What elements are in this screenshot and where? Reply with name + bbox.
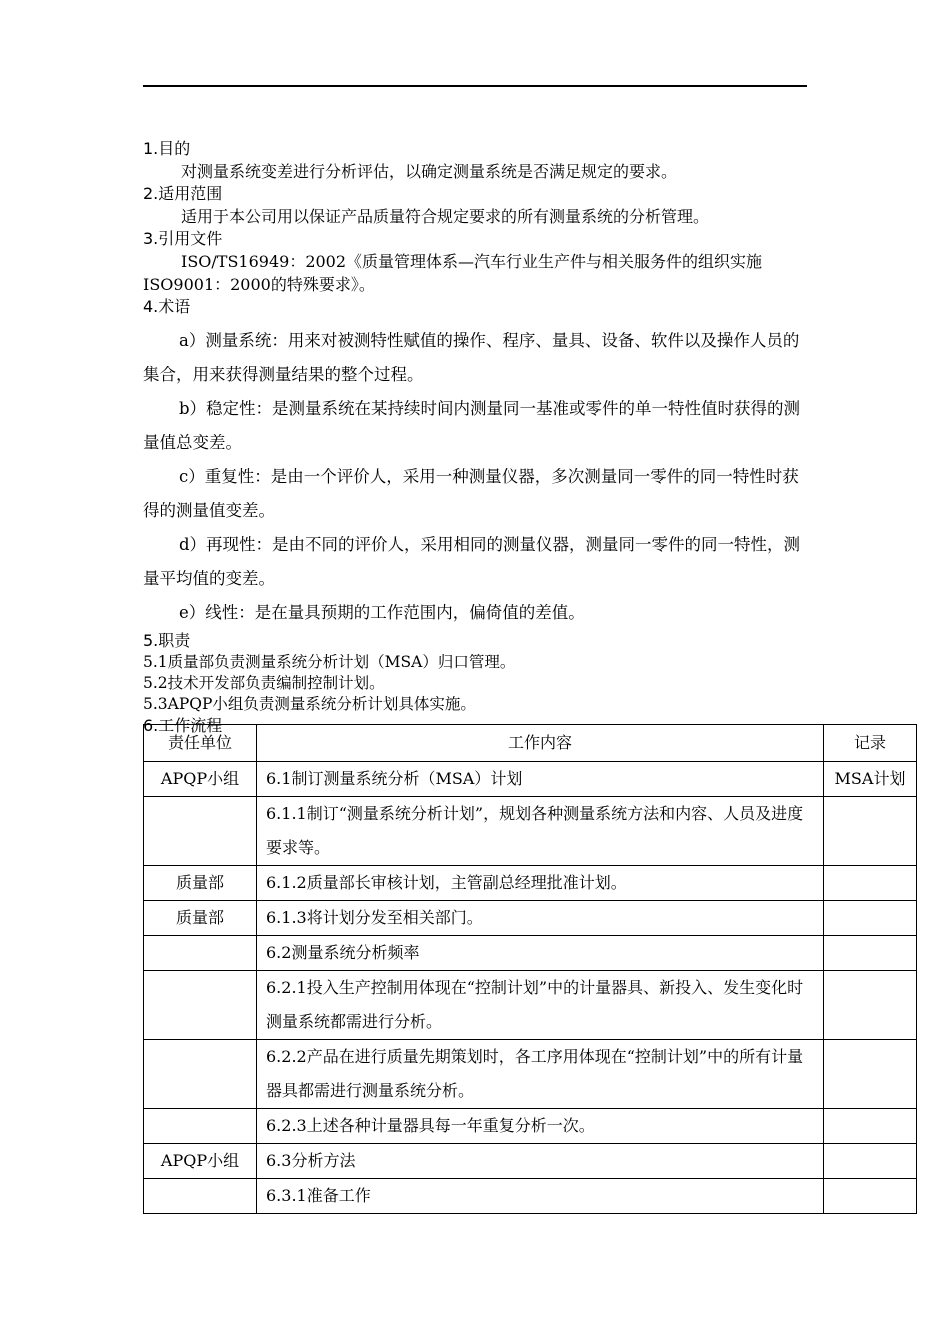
header-record: 记录 xyxy=(824,725,917,762)
table-row xyxy=(144,762,917,797)
cell-unit xyxy=(144,797,257,866)
cell-content: 6.3分析方法 xyxy=(257,1144,824,1179)
cell-unit xyxy=(144,1109,257,1144)
section-6-heading: 6.工作流程 xyxy=(143,716,223,735)
table-header-row xyxy=(144,725,917,762)
section-2-text: 适用于本公司用以保证产品质量符合规定要求的所有测量系统的分析管理。 xyxy=(181,207,710,226)
term-c: c）重复性：是由一个评价人，采用一种测量仪器，多次测量同一零件的同一特性时获得的测量值变差。 xyxy=(143,467,799,520)
section-4-heading: 4.术语 xyxy=(143,297,191,316)
table-row xyxy=(144,901,917,936)
section-2-heading: 2.适用范围 xyxy=(143,184,223,203)
cell-record xyxy=(824,1040,917,1109)
section-3-heading: 3.引用文件 xyxy=(143,229,223,248)
cell-content: 6.2.1投入生产控制用体现在“控制计划”中的计量器具、新投入、发生变化时测量系统都需进行分析。 xyxy=(257,971,824,1040)
table-row xyxy=(144,866,917,901)
term-d: d）再现性：是由不同的评价人，采用相同的测量仪器，测量同一零件的同一特性，测量平均值的变差。 xyxy=(143,535,801,588)
cell-unit: APQP小组 xyxy=(144,762,257,797)
cell-unit: APQP小组 xyxy=(144,1144,257,1179)
cell-content: 6.1.1制订“测量系统分析计划”，规划各种测量系统方法和内容、人员及进度要求等。 xyxy=(257,797,824,866)
table-row xyxy=(144,1179,917,1214)
term-a: a）测量系统：用来对被测特性赋值的操作、程序、量具、设备、软件以及操作人员的集合，用来获得测量结果的整个过程。 xyxy=(143,331,800,384)
cell-record xyxy=(824,1144,917,1179)
table-row xyxy=(144,797,917,866)
responsibility-item: 5.1质量部负责测量系统分析计划（MSA）归口管理。 xyxy=(143,653,516,671)
header-unit: 责任单位 xyxy=(144,725,257,762)
cell-content: 6.1.3将计划分发至相关部门。 xyxy=(257,901,824,936)
cell-unit: 质量部 xyxy=(144,866,257,901)
cell-record xyxy=(824,866,917,901)
table-row xyxy=(144,1144,917,1179)
responsibility-item: 5.3APQP小组负责测量系统分析计划具体实施。 xyxy=(143,695,476,713)
cell-unit xyxy=(144,1179,257,1214)
cell-record xyxy=(824,971,917,1040)
cell-record xyxy=(824,936,917,971)
section-1-heading: 1.目的 xyxy=(143,139,191,158)
header-rule xyxy=(143,85,807,87)
cell-record: MSA计划 xyxy=(824,762,917,797)
workflow-table xyxy=(143,724,917,1214)
section-3-text: ISO/TS16949：2002《质量管理体系—汽车行业生产件与相关服务件的组织实施ISO9001：2000的特殊要求》。 xyxy=(143,252,763,294)
responsibility-item: 5.2技术开发部负责编制控制计划。 xyxy=(143,674,385,692)
table-row xyxy=(144,1040,917,1109)
cell-unit xyxy=(144,971,257,1040)
cell-content: 6.2.2产品在进行质量先期策划时，各工序用体现在“控制计划”中的所有计量器具都需进行测量系统分析。 xyxy=(257,1040,824,1109)
term-e: e）线性：是在量具预期的工作范围内，偏倚值的差值。 xyxy=(179,603,585,622)
cell-content: 6.1制订测量系统分析（MSA）计划 xyxy=(257,762,824,797)
cell-unit: 质量部 xyxy=(144,901,257,936)
cell-content: 6.3.1准备工作 xyxy=(257,1179,824,1214)
table-row xyxy=(144,1109,917,1144)
section-5-heading: 5.职责 xyxy=(143,631,191,650)
table-row xyxy=(144,971,917,1040)
cell-record xyxy=(824,1109,917,1144)
cell-record xyxy=(824,901,917,936)
term-b: b）稳定性：是测量系统在某持续时间内测量同一基准或零件的单一特性值时获得的测量值总变差。 xyxy=(143,399,801,452)
cell-content: 6.1.2质量部长审核计划，主管副总经理批准计划。 xyxy=(257,866,824,901)
cell-unit xyxy=(144,1040,257,1109)
cell-content: 6.2.3上述各种计量器具每一年重复分析一次。 xyxy=(257,1109,824,1144)
document-body xyxy=(143,138,807,737)
cell-content: 6.2测量系统分析频率 xyxy=(257,936,824,971)
cell-record xyxy=(824,797,917,866)
table-row xyxy=(144,936,917,971)
section-1-text: 对测量系统变差进行分析评估，以确定测量系统是否满足规定的要求。 xyxy=(181,162,678,181)
cell-unit xyxy=(144,936,257,971)
cell-record xyxy=(824,1179,917,1214)
header-content: 工作内容 xyxy=(257,725,824,762)
